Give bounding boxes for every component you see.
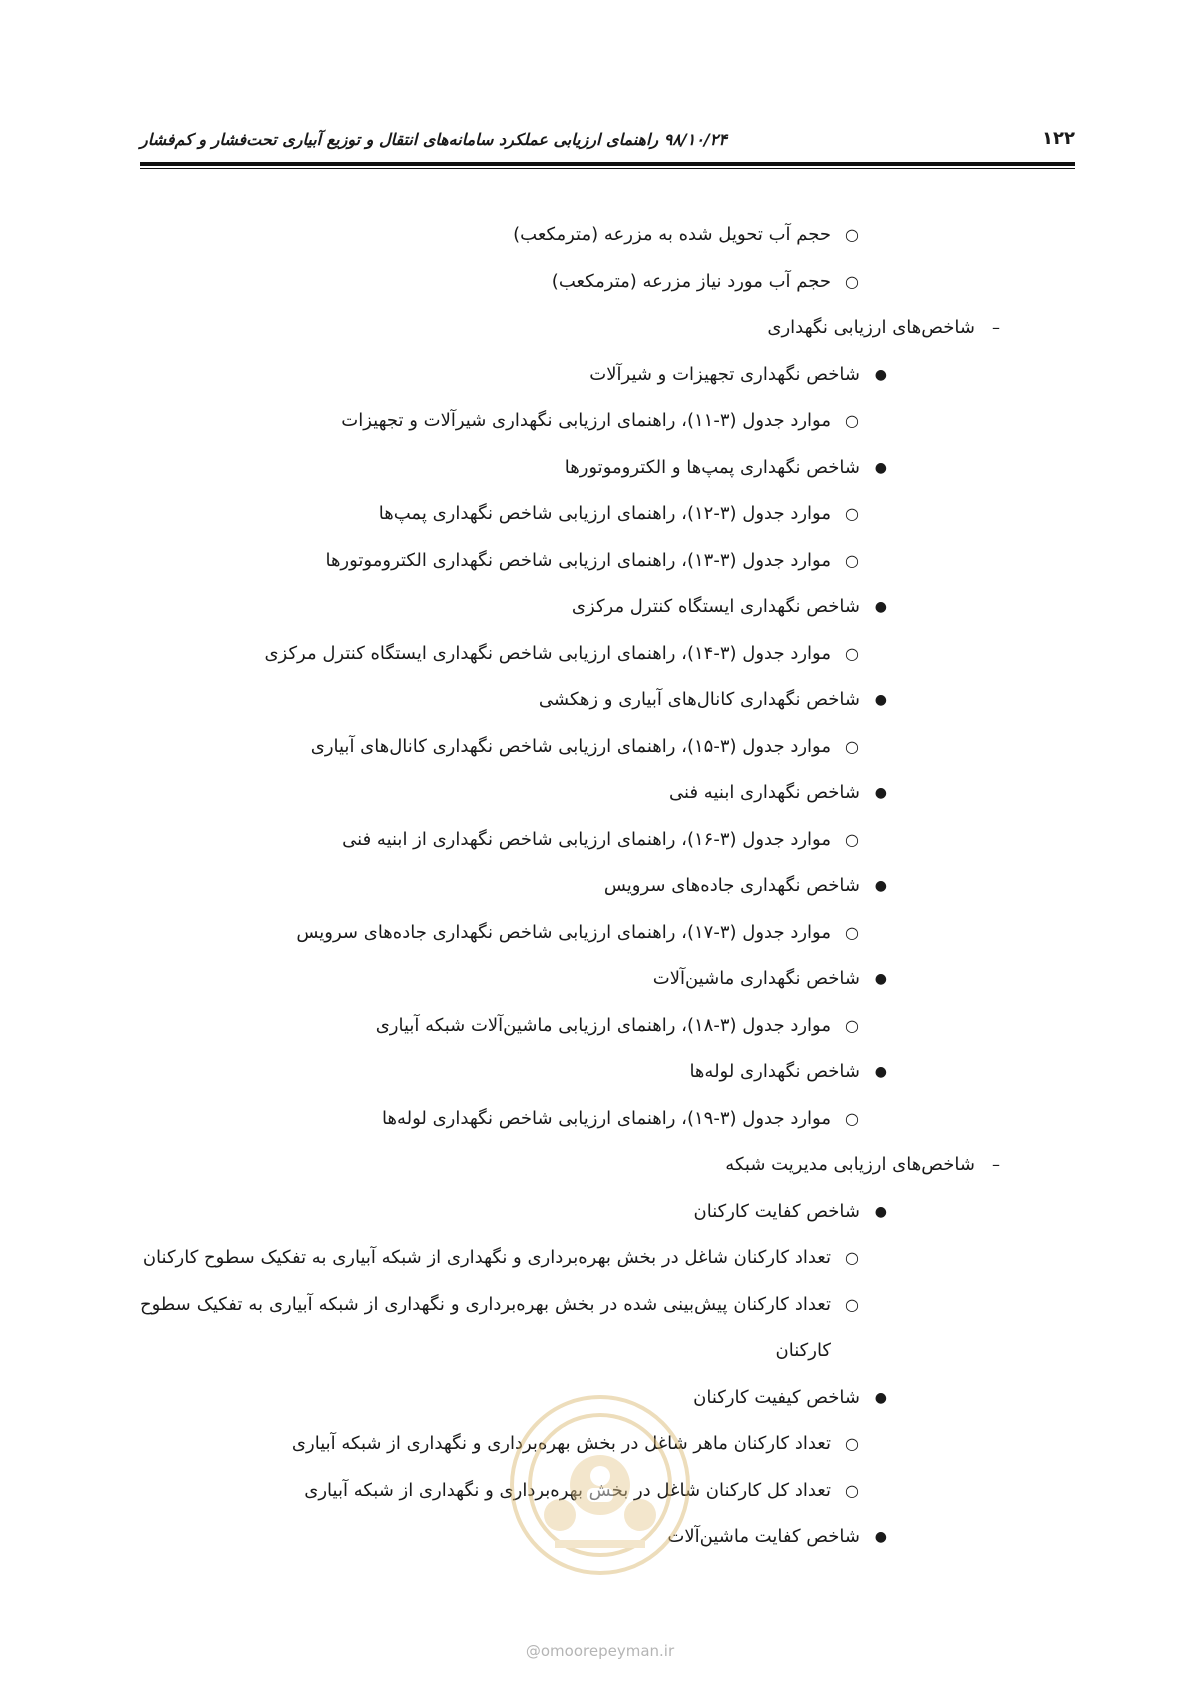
bullet-icon: ● xyxy=(874,1389,887,1406)
running-title: ۹۸/۱۰/۲۴ راهنمای ارزیابی عملکرد سامانه‌های انتقال و توزیع آبیاری تحت‌فشار و کم‌فشار xyxy=(140,130,727,149)
list-item-text: شاخص نگهداری پمپ‌ها و الکتروموتورها xyxy=(564,456,860,478)
watermark-site: @omoorepeyman.ir xyxy=(525,1642,675,1660)
bullet-icon: ● xyxy=(874,971,887,987)
list-item-text: موارد جدول (۳-۱۲)، راهنمای ارزیابی شاخص نگهداری پمپ‌ها xyxy=(378,503,831,524)
list-item xyxy=(140,1049,1075,1096)
circle-bullet-icon: ○ xyxy=(845,1434,859,1453)
circle-bullet-icon: ○ xyxy=(845,1294,859,1314)
list-item-text: موارد جدول (۳-۱۶)، راهنمای ارزیابی شاخص نگهداری از ابنیه فنی xyxy=(342,828,831,850)
circle-bullet-icon: ○ xyxy=(845,271,859,291)
bullet-icon: ● xyxy=(874,785,887,801)
dash-bullet-icon: – xyxy=(992,1155,1000,1174)
list-item xyxy=(140,724,1075,771)
list-item-text: شاخص نگهداری کانال‌های آبیاری و زهکشی xyxy=(538,689,860,710)
list-item-text: موارد جدول (۳-۱۹)، راهنمای ارزیابی شاخص نگهداری لوله‌ها xyxy=(381,1107,831,1129)
list-item xyxy=(140,259,1075,306)
list-item-text: شاخص کیفیت کارکنان xyxy=(693,1386,860,1408)
list-item-text: موارد جدول (۳-۱۱)، راهنمای ارزیابی نگهداری شیرآلات و تجهیزات xyxy=(341,410,831,431)
list-item-text: شاخص نگهداری جاده‌های سرویس xyxy=(603,875,860,896)
list-item-text: تعداد کارکنان ماهر شاغل در بخش بهره‌برداری و نگهداری از شبکه آبیاری xyxy=(291,1433,831,1454)
list-item xyxy=(140,1328,1075,1375)
list-item-text: موارد جدول (۳-۱۸)، راهنمای ارزیابی ماشین‌آلات شبکه آبیاری xyxy=(375,1014,831,1036)
list-item-text: حجم آب مورد نیاز مزرعه (مترمکعب) xyxy=(551,270,831,292)
list-item-text: شاخص کفایت کارکنان xyxy=(693,1200,860,1222)
circle-bullet-icon: ○ xyxy=(845,829,859,849)
page-number: ۱۲۲ xyxy=(1042,128,1075,149)
bullet-icon: ● xyxy=(874,1529,887,1545)
list-item-text: کارکنان xyxy=(775,1340,831,1361)
circle-bullet-icon: ○ xyxy=(845,504,859,523)
list-item-text: شاخص نگهداری ایستگاه کنترل مرکزی xyxy=(571,596,860,617)
bullet-icon: ● xyxy=(874,1064,887,1080)
list-item-text: شاخص نگهداری لوله‌ها xyxy=(689,1061,860,1082)
bullet-icon: ● xyxy=(874,692,887,708)
list-item xyxy=(140,956,1075,1003)
dash-bullet-icon: – xyxy=(992,318,1000,337)
document-body xyxy=(140,212,1075,1561)
list-item xyxy=(140,677,1075,724)
bullet-icon: ● xyxy=(874,878,887,894)
list-item-text: شاخص‌های ارزیابی نگهداری xyxy=(767,317,975,338)
circle-bullet-icon: ○ xyxy=(845,225,859,244)
circle-bullet-icon: ○ xyxy=(845,1248,859,1267)
list-item-text: موارد جدول (۳-۱۴)، راهنمای ارزیابی شاخص نگهداری ایستگاه کنترل مرکزی xyxy=(264,642,831,664)
list-item xyxy=(140,445,1075,492)
list-item-text: موارد جدول (۳-۱۵)، راهنمای ارزیابی شاخص نگهداری کانال‌های آبیاری xyxy=(310,735,831,757)
circle-bullet-icon: ○ xyxy=(845,1108,859,1128)
list-item xyxy=(140,1282,1075,1329)
list-item xyxy=(140,352,1075,399)
circle-bullet-icon: ○ xyxy=(845,411,859,430)
circle-bullet-icon: ○ xyxy=(845,922,859,942)
bullet-icon: ● xyxy=(874,1203,887,1220)
list-item xyxy=(140,398,1075,445)
bullet-icon: ● xyxy=(874,599,887,615)
list-item-text: شاخص‌های ارزیابی مدیریت شبکه xyxy=(725,1154,975,1175)
list-item xyxy=(140,1003,1075,1050)
list-item-text: شاخص نگهداری تجهیزات و شیرآلات xyxy=(589,363,860,385)
bullet-icon: ● xyxy=(874,459,887,476)
list-item xyxy=(140,910,1075,957)
list-item xyxy=(140,770,1075,817)
page-header xyxy=(140,128,1075,154)
list-item-text: حجم آب تحویل شده به مزرعه (مترمکعب) xyxy=(513,224,831,245)
list-item-text: موارد جدول (۳-۱۳)، راهنمای ارزیابی شاخص نگهداری الکتروموتورها xyxy=(325,549,831,571)
list-item xyxy=(140,538,1075,585)
list-item-text: تعداد کارکنان پیش‌بینی شده در بخش بهره‌برداری و نگهداری از شبکه آبیاری به تفکیک سطوح xyxy=(140,1293,831,1315)
list-item xyxy=(140,1142,1075,1189)
circle-bullet-icon: ○ xyxy=(845,1015,859,1035)
list-item-text: تعداد کل کارکنان شاغل در بخش بهره‌برداری و نگهداری از شبکه آبیاری xyxy=(304,1479,831,1501)
list-item-text: شاخص نگهداری ابنیه فنی xyxy=(669,782,860,803)
seal-watermark-icon xyxy=(505,1390,695,1580)
list-item xyxy=(140,1235,1075,1282)
header-rule-thick xyxy=(140,162,1075,166)
list-item-text: موارد جدول (۳-۱۷)، راهنمای ارزیابی شاخص نگهداری جاده‌های سرویس xyxy=(296,921,831,943)
list-item xyxy=(140,817,1075,864)
list-item xyxy=(140,1189,1075,1236)
circle-bullet-icon: ○ xyxy=(845,550,859,570)
list-item-text: تعداد کارکنان شاغل در بخش بهره‌برداری و نگهداری از شبکه آبیاری به تفکیک سطوح کارکنان xyxy=(142,1247,831,1268)
list-item-text: شاخص کفایت ماشین‌آلات xyxy=(667,1526,860,1547)
circle-bullet-icon: ○ xyxy=(845,643,859,663)
circle-bullet-icon: ○ xyxy=(845,736,859,756)
list-item xyxy=(140,584,1075,631)
list-item xyxy=(140,1096,1075,1143)
header-rule-thin xyxy=(140,168,1075,169)
list-item xyxy=(140,491,1075,538)
list-item xyxy=(140,631,1075,678)
circle-bullet-icon: ○ xyxy=(845,1480,859,1500)
list-item xyxy=(140,212,1075,259)
list-item xyxy=(140,863,1075,910)
list-item-text: شاخص نگهداری ماشین‌آلات xyxy=(652,968,860,989)
bullet-icon: ● xyxy=(874,366,887,383)
list-item xyxy=(140,305,1075,352)
